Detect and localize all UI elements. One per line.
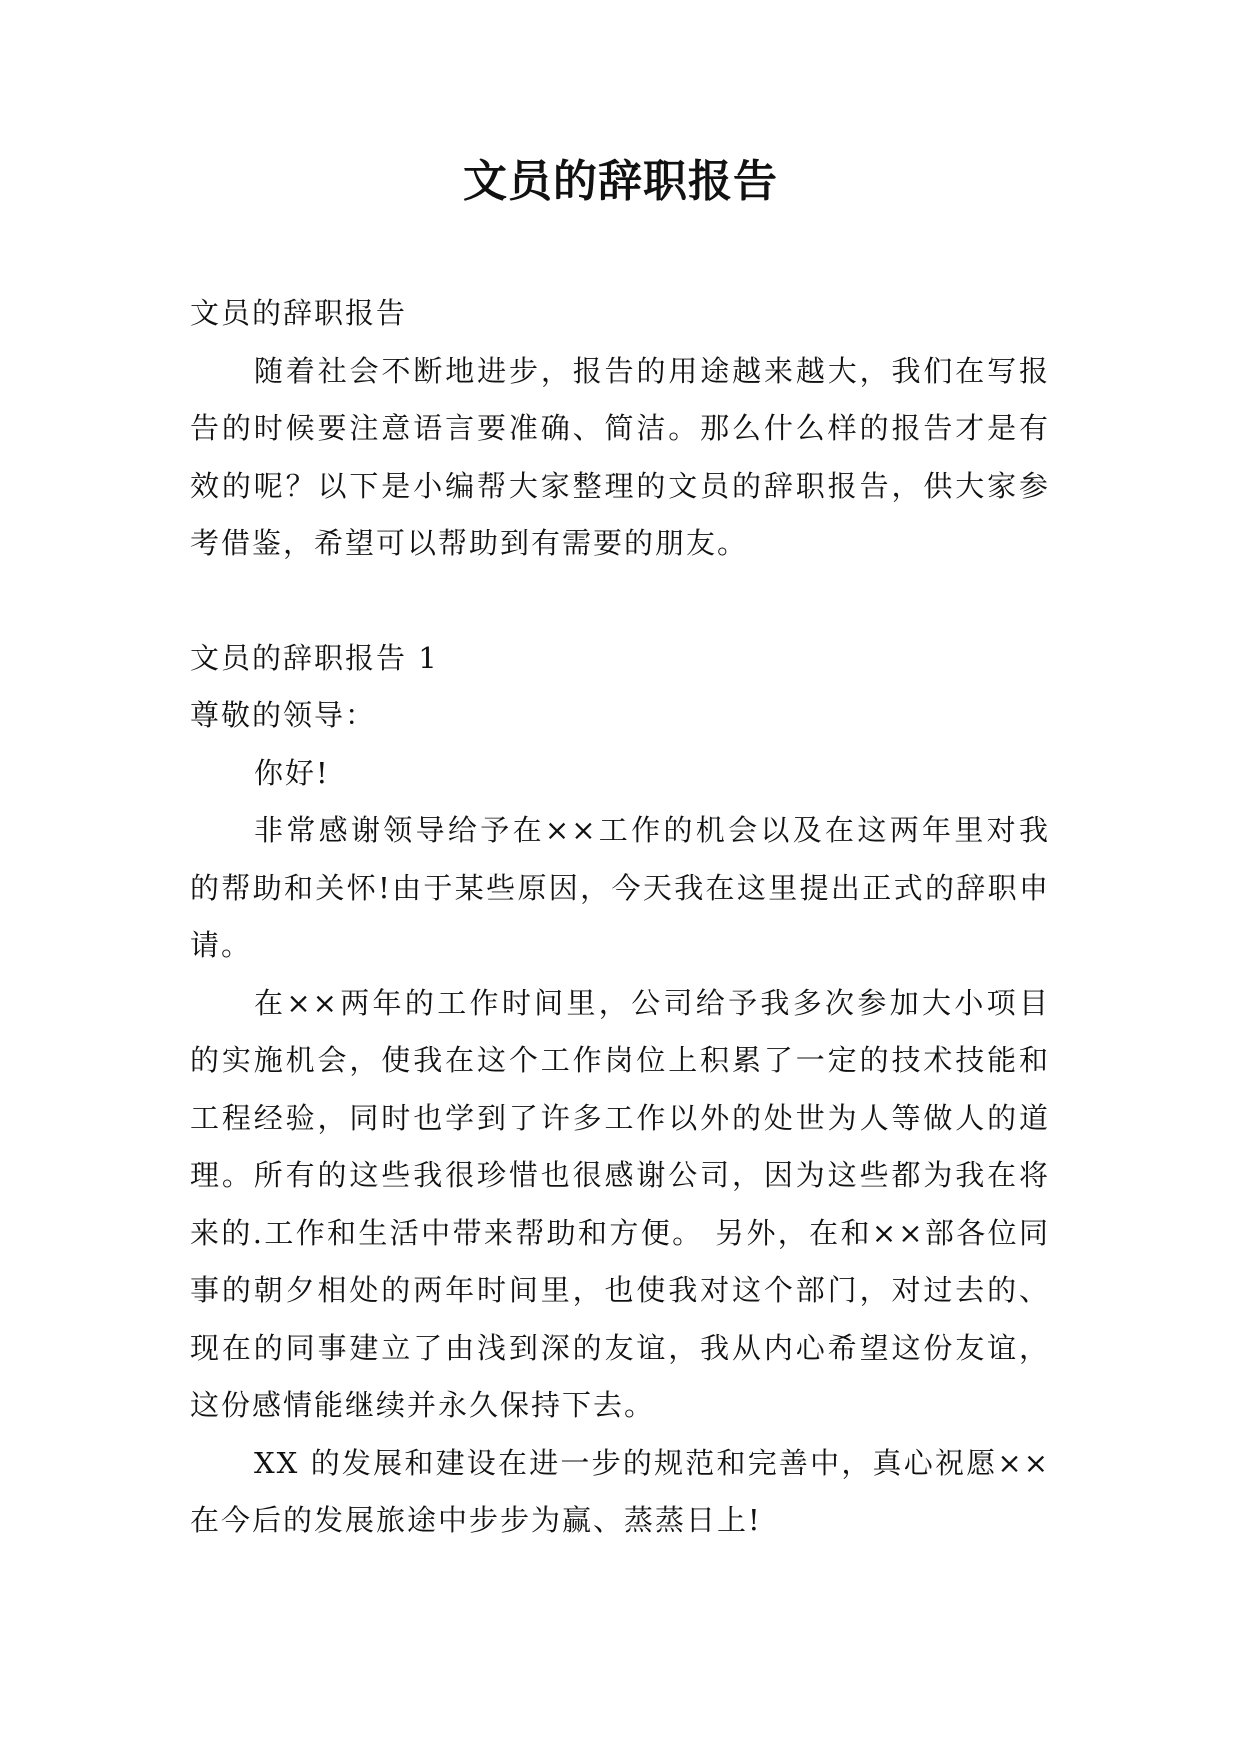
document-subtitle: 文员的辞职报告 xyxy=(190,296,408,330)
greeting: 你好! xyxy=(254,755,330,790)
body-paragraph-wishes: XX 的发展和建设在进一步的规范和完善中，真心祝愿××在今后的发展旅途中步步为赢、蒸蒸日上! xyxy=(190,1445,1050,1537)
salutation: 尊敬的领导： xyxy=(190,698,377,732)
section-heading: 文员的辞职报告 1 xyxy=(190,640,439,675)
document-title: 文员的辞职报告 xyxy=(463,156,778,207)
body-paragraph-thanks: 非常感谢领导给予在××工作的机会以及在这两年里对我的帮助和关怀!由于某些原因，今天我在这里提出正式的辞职申请。 xyxy=(190,813,1050,962)
document-body xyxy=(190,285,1050,1550)
body-paragraph-experience: 在××两年的工作时间里，公司给予我多次参加大小项目的实施机会，使我在这个工作岗位上积累了一定的技术技能和工程经验，同时也学到了许多工作以外的处世为人等做人的道理。所有的这些我很珍惜也很感谢公司，因为这些都为我在将来的.工作和生活中带来帮助和方便。 另外，在和××部各位同事的朝夕相处的两年时间里，也使我对这个部门，对过去的、现在的同事建立了由浅到深的友谊，我从内心希望这份友谊，这份感情能继续并永久保持下去。 xyxy=(190,985,1050,1422)
intro-paragraph: 随着社会不断地进步，报告的用途越来越大，我们在写报告的时候要注意语言要准确、简洁。那么什么样的报告才是有效的呢？以下是小编帮大家整理的文员的辞职报告，供大家参考借鉴，希望可以帮助到有需要的朋友。 xyxy=(190,353,1050,560)
